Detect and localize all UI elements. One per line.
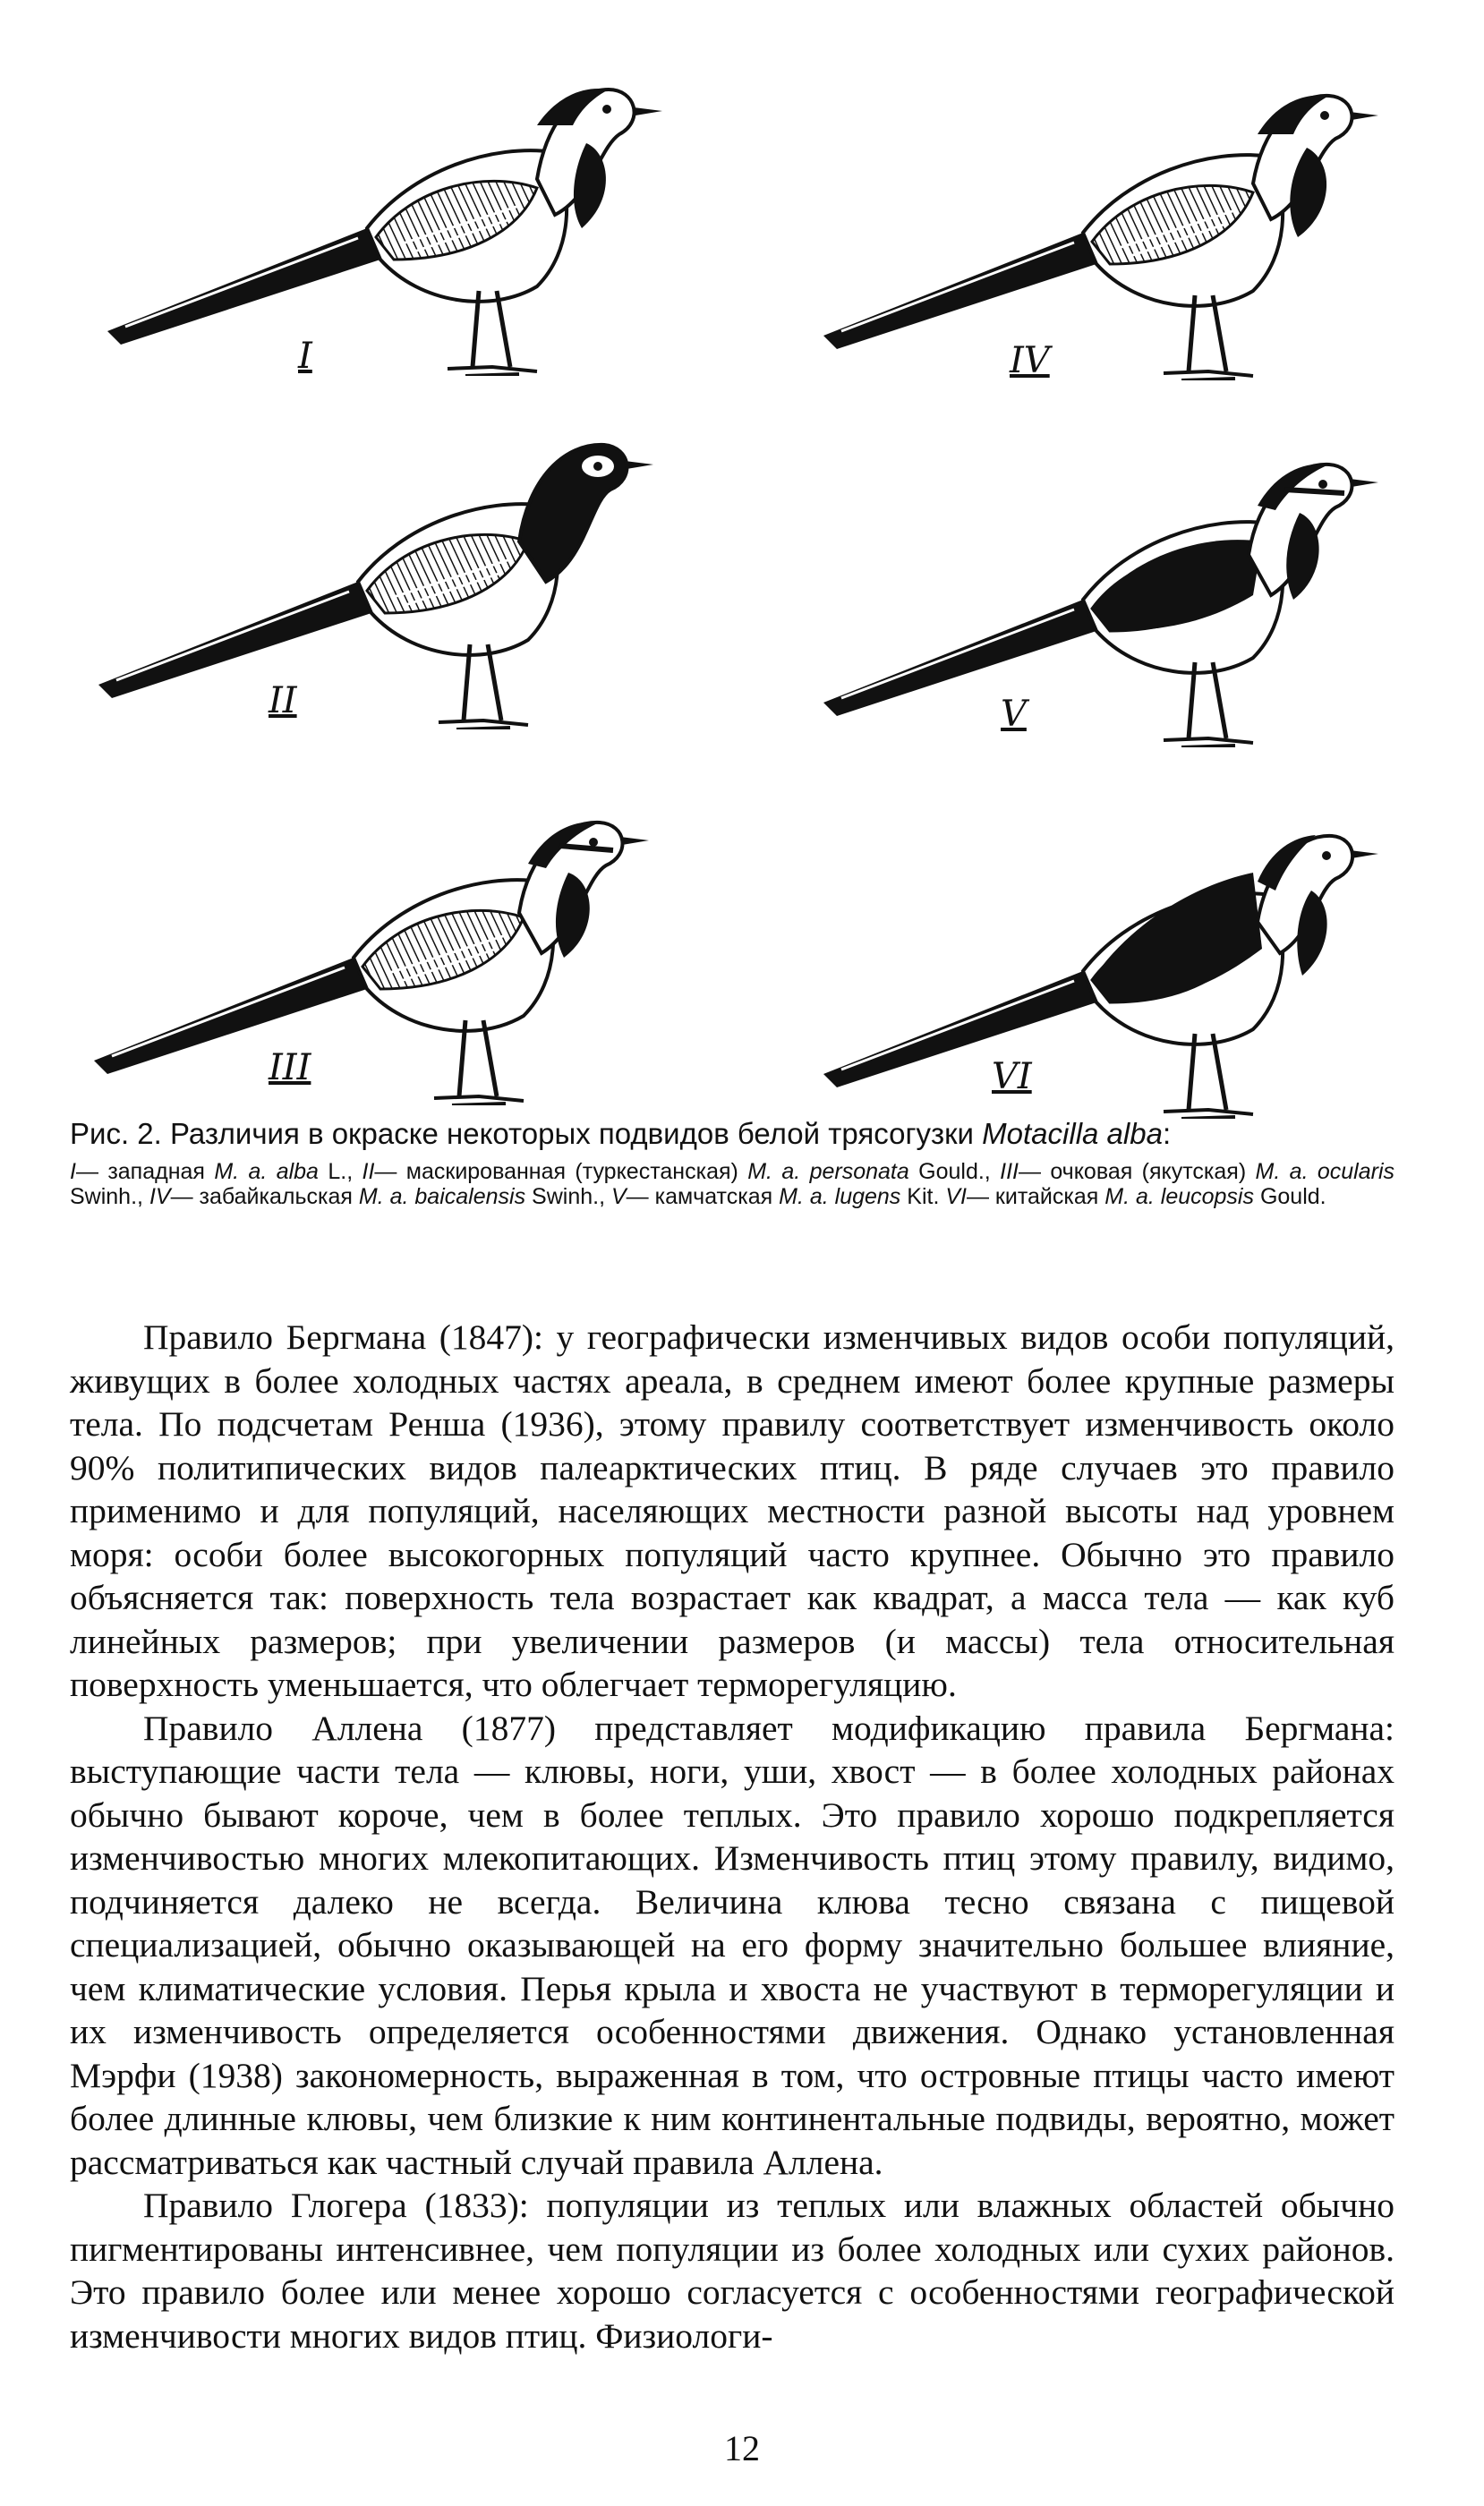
caption-title: Рис. 2. Различия в окраске некоторых подвидов белой трясогузки Motacilla alba: <box>70 1117 1172 1150</box>
bird-illustration-v <box>788 407 1396 747</box>
figure <box>0 0 1484 1110</box>
paragraph-bergmann-rule: Правило Бергмана (1847): у географически изменчивых видов особи популяций, живущих в более холодных частях ареала, в среднем имеют более крупные размеры тела. По подсчетам Ренша (1936), этому правилу соответствует изменчивость около 90% политипических видов палеарктических птиц. В ряде случаев это правило применимо и для популяций, населяющих местности разной высоты над уровнем моря: особи более высокогорных популяций часто крупнее. Обычно это правило объясняется так: поверхность тела возрастает как квадрат, а масса тела — как куб линейных размеров; при увеличении размеров (и массы) тела относительная поверхность уменьшается, что облегчает терморегуляцию. <box>70 1317 1394 1704</box>
caption-legend <box>70 1159 1394 1209</box>
bird-label-vi: VI <box>992 1056 1032 1097</box>
bird-illustration-i <box>72 36 680 376</box>
caption-species: Motacilla alba <box>982 1117 1163 1150</box>
bird-illustration-iii <box>58 765 667 1105</box>
bird-label-iii: III <box>269 1047 311 1088</box>
body-text <box>70 1316 1394 2357</box>
page-number: 12 <box>724 2428 760 2468</box>
bird-illustration-ii <box>63 389 671 729</box>
legend-item: II— маскированная (туркестанская) M. a. personata Gould., <box>362 1159 991 1184</box>
bird-illustration-vi <box>788 779 1396 1119</box>
legend-item: V— камчатская M. a. lugens Kit. <box>610 1184 940 1209</box>
caption-label: Рис. 2. <box>70 1117 162 1150</box>
bird-label-ii: II <box>269 680 297 721</box>
paragraph-gloger-rule: Правило Глогера (1833): популяции из теплых или влажных областей обычно пигментированы интенсивнее, чем популяции из более холодных или сухих районов. Это правило более или менее хорошо согласуется с особенностями географической изменчивости многих видов птиц. Физиологи- <box>70 2186 1394 2356</box>
legend-item: VI— китайская M. a. leucopsis Gould. <box>945 1184 1326 1209</box>
figure-caption <box>70 1114 1394 1209</box>
legend-item: III— очковая (якутская) M. a. ocularis Swinh., <box>70 1159 1395 1209</box>
bird-illustration-iv <box>788 40 1396 380</box>
legend-item: I— западная M. a. alba L., <box>70 1159 354 1184</box>
legend-item: IV— забайкальская M. a. baicalensis Swinh., <box>149 1184 606 1209</box>
caption-title-text: Различия в окраске некоторых подвидов белой трясогузки <box>169 1117 974 1150</box>
bird-label-iv: IV <box>1010 340 1050 381</box>
bird-label-v: V <box>1001 694 1027 735</box>
bird-label-i: I <box>298 336 312 377</box>
paragraph-allen-rule: Правило Аллена (1877) представляет модификацию правила Бергмана: выступающие части тела — клювы, ноги, уши, хвост — в более холодных районах обычно бывают короче, чем в более теплых. Это правило хорошо подкрепляется изменчивостью многих млекопитающих. Изменчивость птиц этому правилу, видимо, подчиняется далеко не всегда. Величина клюва тесно связана с пищевой специализацией, обычно оказывающей на его форму значительно большее влияние, чем климатические условия. Перья крыла и хвоста не участвуют в терморегуляции и их изменчивость определяется особенностями движения. Однако установленная Мэрфи (1938) закономерность, выраженная в том, что островные птицы часто имеют более длинные клювы, чем близкие к ним континентальные подвиды, вероятно, может рассматриваться как частный случай правила Аллена. <box>70 1708 1394 2182</box>
